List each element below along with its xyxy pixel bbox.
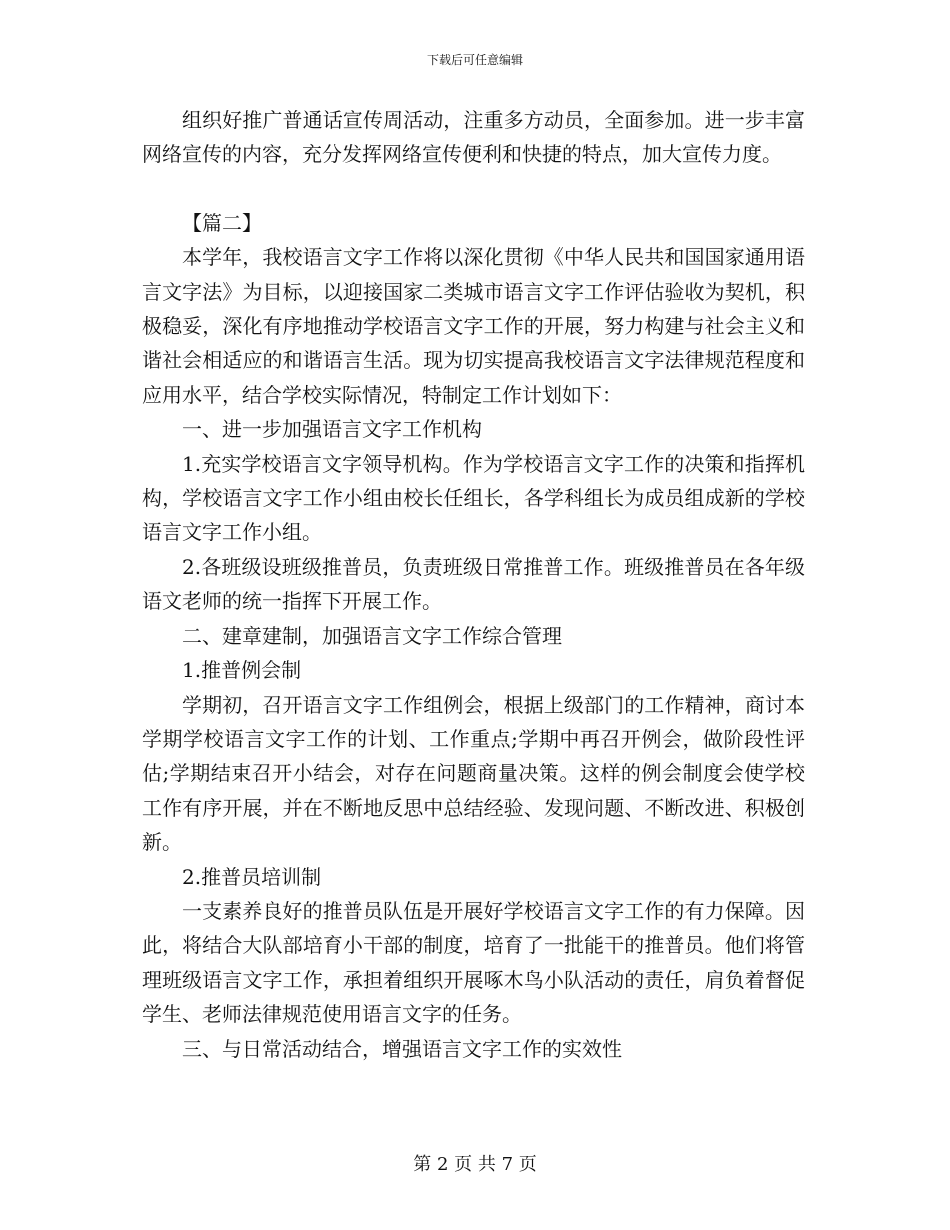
subheading-2-2: 2.推普员培训制 [182,864,322,889]
paragraph-gap [142,172,805,206]
heading-section-3: 三、与日常活动结合，增强语言文字工作的实效性 [182,1036,622,1061]
heading-section-2: 二、建章建制，加强语言文字工作综合管理 [182,623,562,648]
subheading-2-1: 1.推普例会制 [182,658,302,683]
page-header-note: 下载后可任意编辑 [426,53,523,67]
paragraph-training-system: 一支素养良好的推普员队伍是开展好学校语言文字工作的有力保障。因此，将结合大队部培育小干部的制度，培育了一批能干的推普员。他们将管理班级语言文字工作，承担着组织开展啄木鸟小队活动的责任，肩负着督促学生、老师法律规范使用语言文字的任务。 [142,898,805,1027]
paragraph-publicity: 组织好推广普通话宣传周活动，注重多方动员，全面参加。进一步丰富网络宣传的内容，充分发挥网络宣传便利和快捷的特点，加大宣传力度。 [142,108,805,167]
paragraph-meeting-system: 学期初，召开语言文字工作组例会，根据上级部门的工作精神，商讨本学期学校语言文字工作的计划、工作重点;学期中再召开例会，做阶段性评估;学期结束召开小结会，对存在问题商量决策。这样的例会制度会使学校工作有序开展，并在不断地反思中总结经验、发现问题、不断改进、积极创新。 [142,692,805,855]
heading-section-1: 一、进一步加强语言文字工作机构 [182,417,482,442]
paragraph-item-1-1: 1.充实学校语言文字领导机构。作为学校语言文字工作的决策和指挥机构，学校语言文字工作小组由校长任组长，各学科组长为成员组成新的学校语言文字工作小组。 [142,451,805,545]
paragraph-intro: 本学年，我校语言文字工作将以深化贯彻《中华人民共和国国家通用语言文字法》为目标，以迎接国家二类城市语言文字工作评估验收为契机，积极稳妥，深化有序地推动学校语言文字工作的开展，努力构建与社会主义和谐社会相适应的和谐语言生活。现为切实提高我校语言文字法律规范程度和应用水平，结合学校实际情况，特制定工作计划如下： [142,245,805,407]
document-body [142,103,805,1066]
page-number-footer: 第 2 页 共 7 页 [413,1154,537,1175]
paragraph-item-1-2: 2.各班级设班级推普员，负责班级日常推普工作。班级推普员在各年级语文老师的统一指挥下开展工作。 [142,554,805,614]
section-heading-part-two: 【篇二】 [182,210,262,235]
